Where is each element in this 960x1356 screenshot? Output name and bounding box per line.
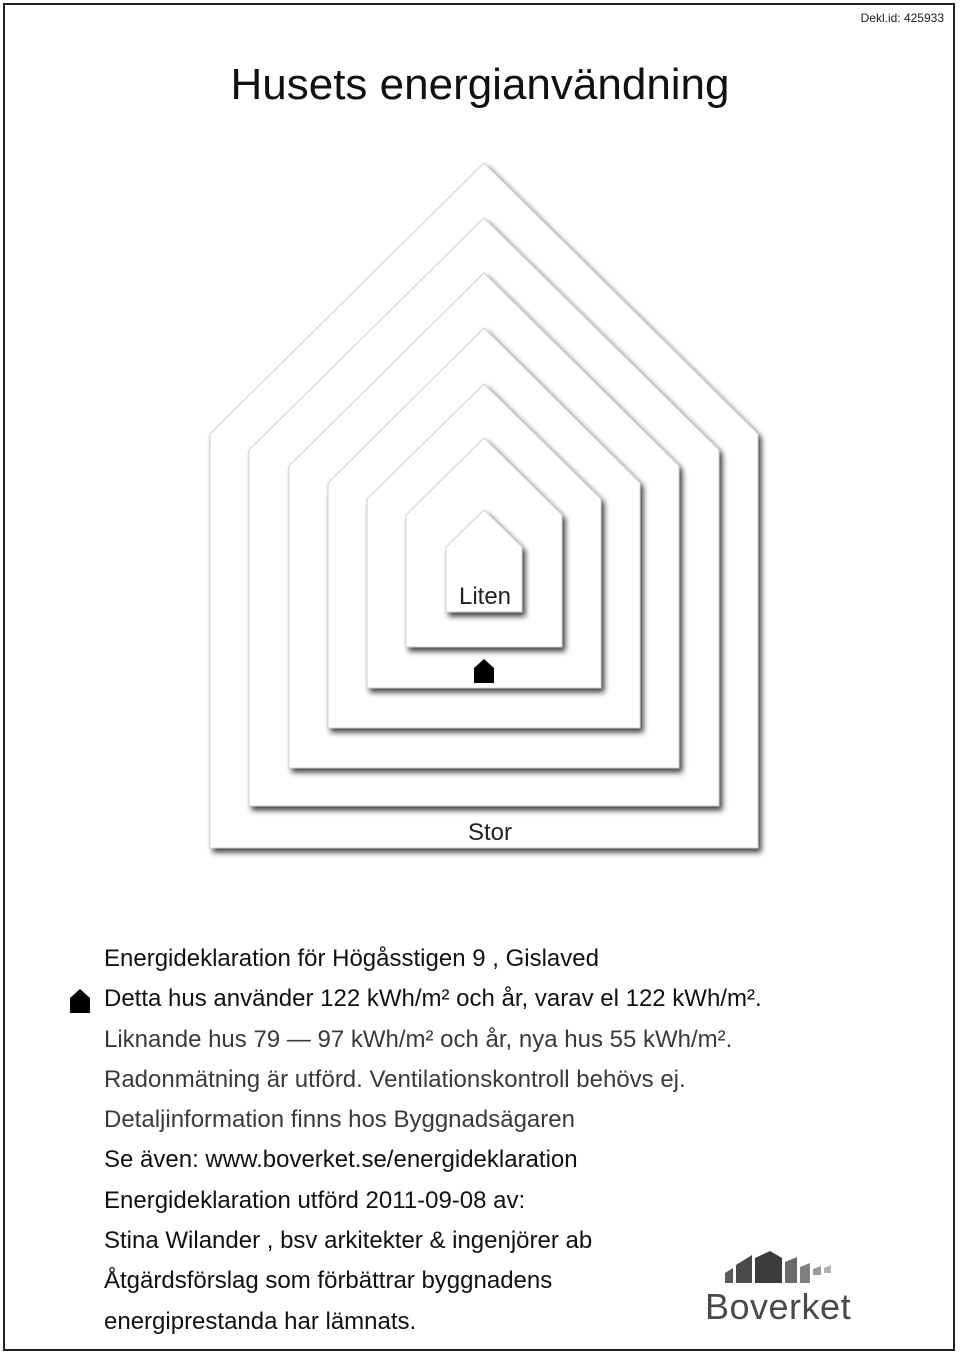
info-author-line: Stina Wilander , bsv arkitekter & ingenjörer ab bbox=[104, 1227, 593, 1255]
info-comparison-line: Liknande hus 79 — 97 kWh/m² och år, nya hus 55 kWh/m². bbox=[104, 1025, 733, 1053]
house-marker-icon bbox=[473, 658, 495, 684]
info-radon-line: Radonmätning är utförd. Ventilationskontroll behövs ej. bbox=[104, 1065, 686, 1093]
info-detail-line: Detaljinformation finns hos Byggnadsägaren bbox=[104, 1106, 575, 1134]
info-website-line: Se även: www.boverket.se/energideklaration bbox=[104, 1146, 578, 1174]
scale-label-large: Stor bbox=[467, 819, 512, 846]
info-measures-line-2: energiprestanda har lämnats. bbox=[104, 1307, 417, 1335]
page-title: Husets energianvändning bbox=[230, 60, 730, 109]
scale-label-small: Liten bbox=[458, 583, 512, 610]
declaration-id: Dekl.id: 425933 bbox=[860, 11, 944, 25]
info-usage-line: Detta hus använder 122 kWh/m² och år, varav el 122 kWh/m². bbox=[104, 985, 762, 1013]
current-house-marker-icon bbox=[69, 988, 91, 1014]
info-measures-line: Åtgärdsförslag som förbättrar byggnadens bbox=[104, 1267, 553, 1295]
info-date-line: Energideklaration utförd 2011-09-08 av: bbox=[104, 1186, 526, 1214]
boverket-logo-text: Boverket bbox=[705, 1286, 852, 1327]
info-address-line: Energideklaration för Högåsstigen 9 , Gislaved bbox=[104, 945, 599, 972]
